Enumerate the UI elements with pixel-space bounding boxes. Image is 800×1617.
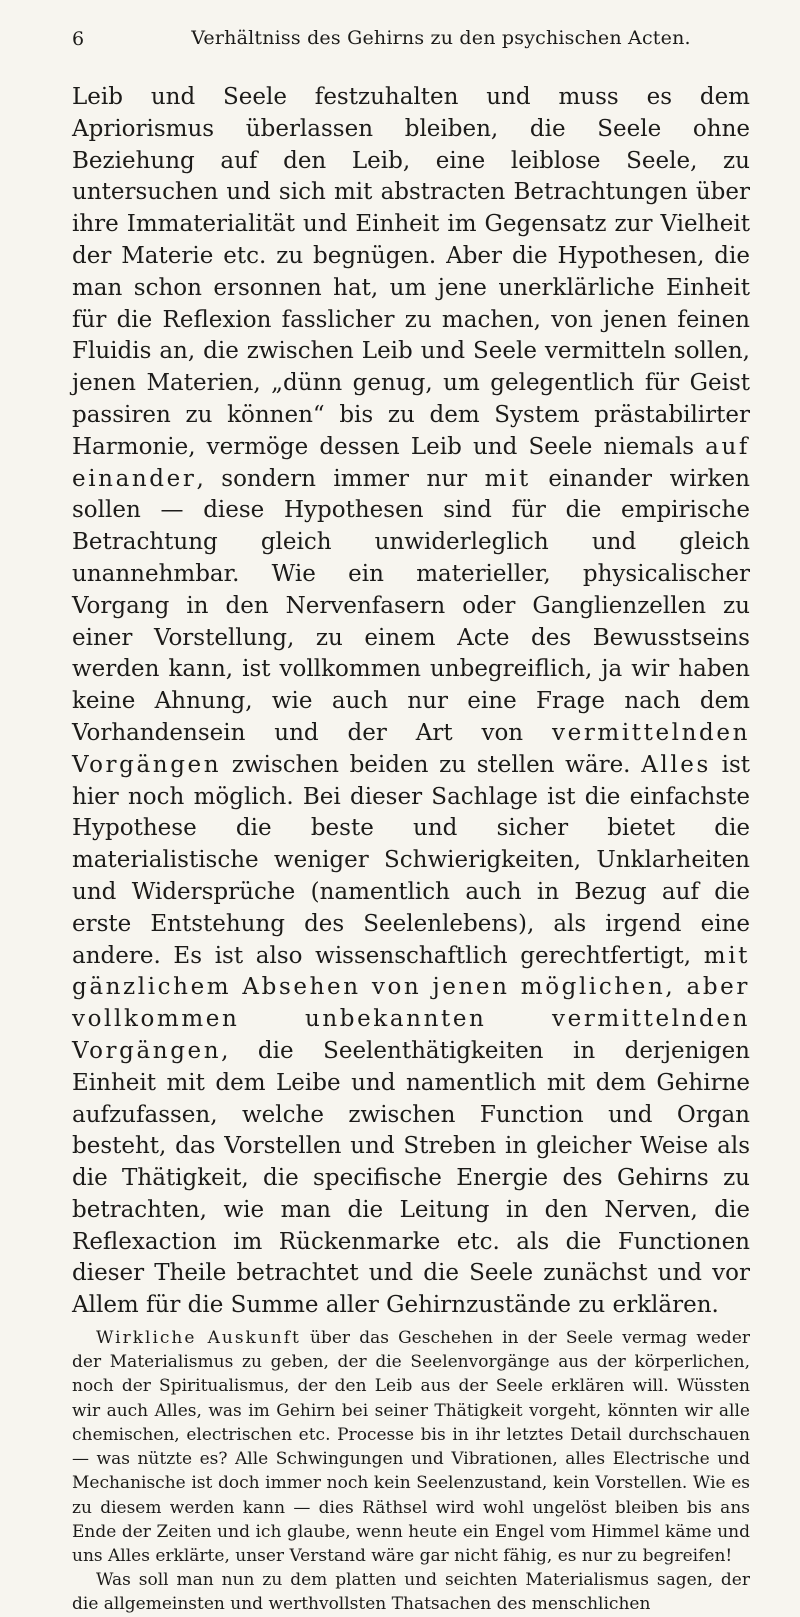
- text-run: , die Seelenthätigkeiten in derjenigen Einheit mit dem Leibe und namentlich mit dem Gehirne aufzufassen, welche zwischen Function und Organ besteht, das Vorstellen und Streben in gleicher Weise als die Thätigkeit, die specifische Energie des Gehirns zu betrachten, wie man die Leitung in den Nerven, die Reflexaction im Rückenmarke etc. als die Functionen dieser Theile betrachtet und die Seele zunächst und vor Allem für die Summe aller Gehirnzustände zu erklären.: [72, 1037, 750, 1319]
- emphasis-run: Wirkliche Auskunft: [96, 1328, 301, 1349]
- emphasis-run: mit: [484, 465, 531, 492]
- main-text: [72, 82, 750, 1322]
- note-paragraph: [72, 1326, 750, 1568]
- emphasis-run: mit gänzlichem Absehen von jenen möglichen, aber vollkommen unbekannten vermittelnden Vorgängen: [72, 942, 750, 1064]
- note-paragraph: [72, 1568, 750, 1616]
- main-paragraph: [72, 82, 750, 1322]
- text-run: einander wirken sollen — diese Hypothesen sind für die empirische Betrachtung gleich unwiderleglich und gleich unannehmbar. Wie ein materieller, physicalischer Vorgang in den Nervenfasern oder Ganglienzellen zu einer Vorstellung, zu einem Acte des Bewusstseins werden kann, ist vollkommen unbegreiflich, ja wir haben keine Ahnung, wie auch nur eine Frage nach dem Vorhandensein und der Art von: [72, 465, 750, 746]
- text-run: , sondern immer nur: [196, 465, 468, 492]
- emphasis-run: auf einander: [72, 433, 750, 492]
- emphasis-run: vermittelnden Vorgängen: [72, 719, 750, 778]
- text-run: zwischen beiden zu stellen wäre.: [231, 751, 631, 778]
- text-run: ist hier noch möglich. Bei dieser Sachlage ist die einfachste Hypothese die beste und sicher bietet die materialistische weniger Schwierigkeiten, Unklarheiten und Widersprüche (namentlich auch in Bezug auf die erste Entstehung des Seelenlebens), als irgend eine andere. Es ist also wissenschaftlich gerechtfertigt,: [72, 751, 751, 969]
- running-head: Verhältniss des Gehirns zu den psychischen Acten.: [191, 27, 691, 49]
- text-run: über das Geschehen in der Seele vermag weder der Materialismus zu geben, der die Seelenvorgänge aus der körperlichen, noch der Spiritualismus, der den Leib aus der Seele erklären will. Wüssten wir auch Alles, was im Gehirn bei seiner Thätigkeit vorgeht, könnten wir alle chemischen, electrischen etc. Processe bis in ihr letztes Detail durchschauen — was nützte es? Alle Schwingungen und Vibrationen, alles Electrische und Mechanische ist doch immer noch kein Seelenzustand, kein Vorstellen. Wie es zu diesem werden kann — dies Räthsel wird wohl ungelöst bleiben bis ans Ende der Zeiten und ich glaube, wenn heute ein Engel vom Himmel käme und uns Alles erklärte, unser Verstand wäre gar nicht fähig, es nur zu begreifen!: [72, 1328, 751, 1566]
- emphasis-run: Alles: [641, 751, 711, 778]
- page-number: 6: [72, 28, 85, 50]
- page-header: [72, 0, 750, 60]
- small-print-section: [72, 1326, 750, 1616]
- text-run: Leib und Seele festzuhalten und muss es dem Apriorismus überlassen bleiben, die Seele ohne Beziehung auf den Leib, eine leiblose Seele, zu untersuchen und sich mit abstracten Betrachtungen über ihre Immaterialität und Einheit im Gegensatz zur Vielheit der Materie etc. zu begnügen. Aber die Hypothesen, die man schon ersonnen hat, um jene unerklärliche Einheit für die Reflexion fasslicher zu machen, von jenen feinen Fluidis an, die zwischen Leib und Seele vermitteln sollen, jenen Materien, „dünn genug, um gelegentlich für Geist passiren zu können“ bis zu dem System prästabilirter Harmonie, vermöge dessen Leib und Seele niemals: [72, 84, 750, 460]
- text-run: Was soll man nun zu dem platten und seichten Materialismus sagen, der die allgemeinsten und werthvollsten Thatsachen des menschlichen: [72, 1570, 750, 1615]
